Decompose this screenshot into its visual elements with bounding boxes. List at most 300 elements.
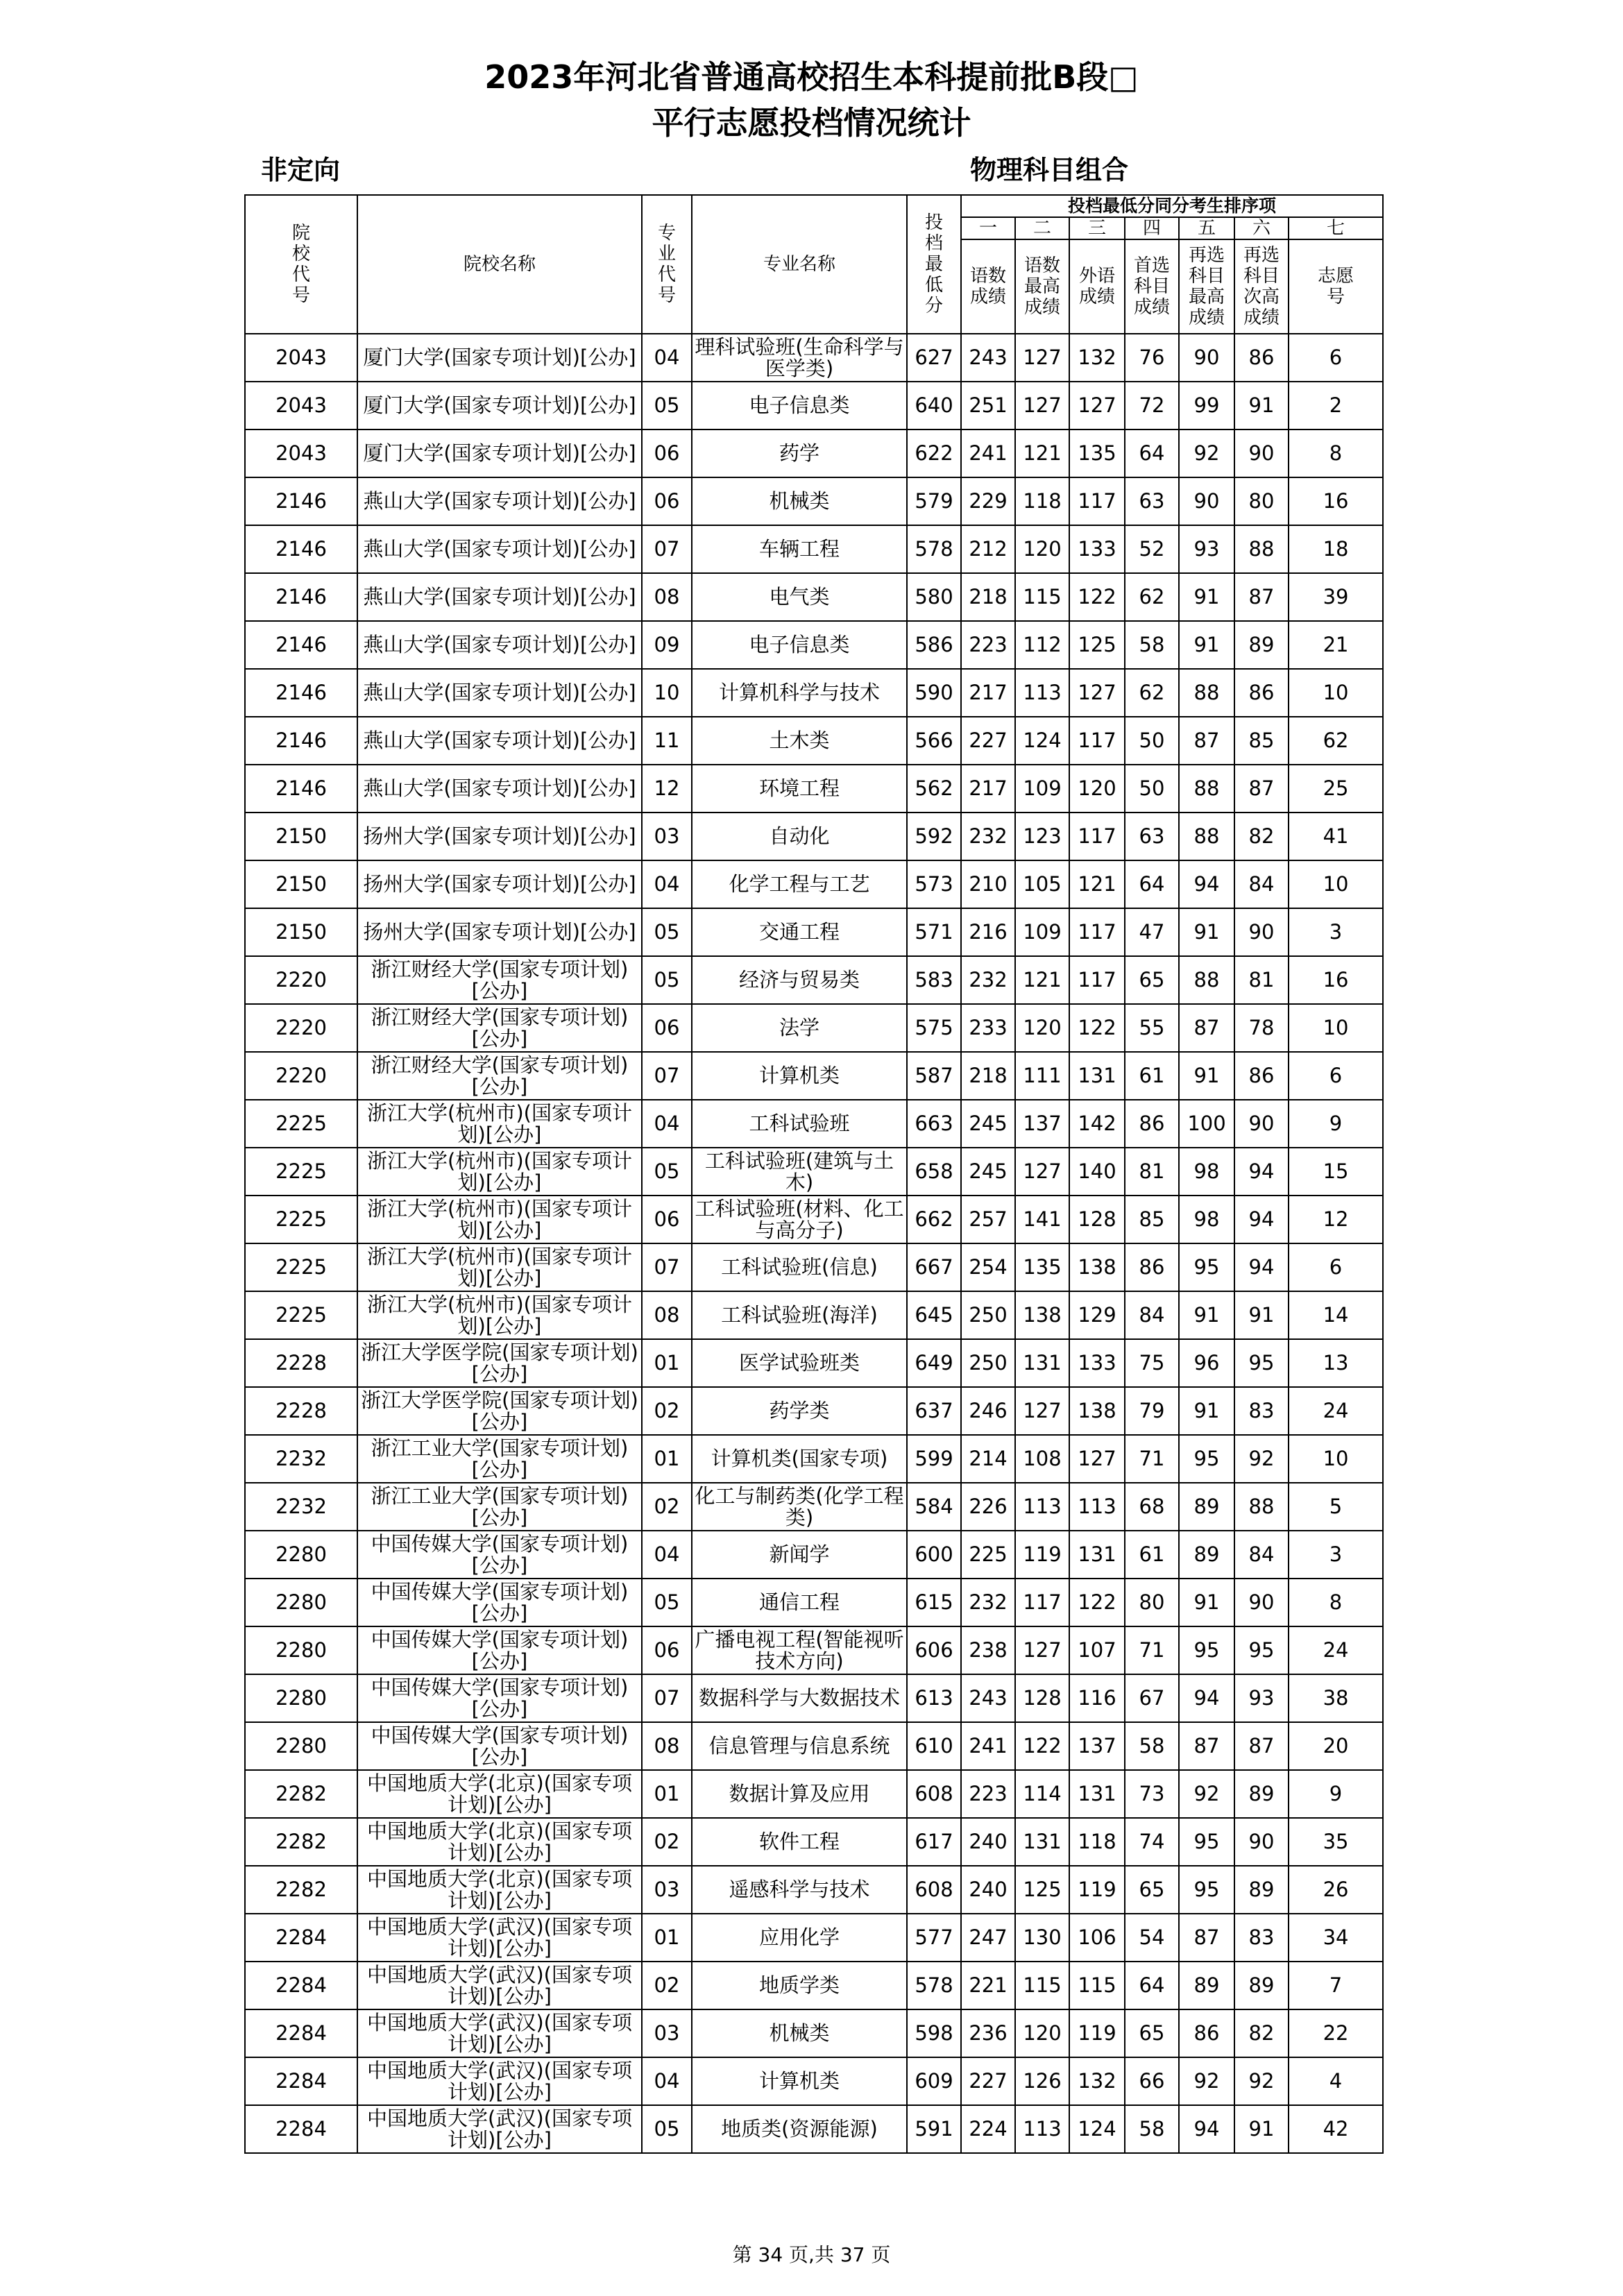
school-code-cell: 2282	[245, 1866, 357, 1914]
major-code-cell: 04	[642, 1100, 692, 1148]
preference-number-cell: 16	[1289, 956, 1383, 1004]
score-elective-second-cell: 89	[1234, 1770, 1289, 1818]
major-name-cell: 计算机科学与技术	[692, 669, 907, 717]
table-row	[245, 1243, 1383, 1291]
major-name-cell: 软件工程	[692, 1818, 907, 1866]
school-name-cell: 燕山大学(国家专项计划)[公办]	[357, 717, 642, 765]
score-chinese-math-cell: 240	[961, 1866, 1015, 1914]
preference-number-cell: 16	[1289, 477, 1383, 525]
preference-number-cell: 34	[1289, 1914, 1383, 1962]
school-code-cell: 2146	[245, 525, 357, 573]
score-elective-second-cell: 89	[1234, 621, 1289, 669]
major-code-cell: 02	[642, 1387, 692, 1435]
school-code-cell: 2280	[245, 1579, 357, 1626]
score-chinese-math-cell: 232	[961, 1579, 1015, 1626]
score-elective-second-cell: 82	[1234, 2009, 1289, 2057]
score-chinese-math-max-cell: 127	[1015, 1148, 1069, 1196]
school-code-cell: 2280	[245, 1626, 357, 1674]
preference-number-cell: 25	[1289, 765, 1383, 813]
school-name-cell: 浙江工业大学(国家专项计划)[公办]	[357, 1483, 642, 1531]
score-chinese-math-cell: 240	[961, 1818, 1015, 1866]
score-chinese-math-cell: 243	[961, 1674, 1015, 1722]
table-row	[245, 382, 1383, 430]
school-name-cell: 中国传媒大学(国家专项计划)[公办]	[357, 1531, 642, 1579]
min-score-cell: 637	[907, 1387, 961, 1435]
major-code-cell: 03	[642, 813, 692, 860]
score-foreign-lang-cell: 113	[1069, 1483, 1125, 1531]
score-foreign-lang-cell: 119	[1069, 1866, 1125, 1914]
preference-number-cell: 8	[1289, 1579, 1383, 1626]
table-row	[245, 1531, 1383, 1579]
table-row	[245, 669, 1383, 717]
score-elective-max-cell: 95	[1179, 1866, 1234, 1914]
score-chinese-math-cell: 254	[961, 1243, 1015, 1291]
school-code-cell: 2225	[245, 1148, 357, 1196]
score-foreign-lang-cell: 127	[1069, 382, 1125, 430]
score-elective-max-cell: 92	[1179, 1770, 1234, 1818]
score-first-subject-cell: 62	[1125, 573, 1179, 621]
score-chinese-math-max-cell: 124	[1015, 717, 1069, 765]
score-chinese-math-cell: 236	[961, 2009, 1015, 2057]
major-name-cell: 工科试验班(材料、化工与高分子)	[692, 1196, 907, 1243]
table-row	[245, 1196, 1383, 1243]
score-first-subject-cell: 75	[1125, 1339, 1179, 1387]
score-first-subject-cell: 58	[1125, 1722, 1179, 1770]
min-score-cell: 571	[907, 908, 961, 956]
min-score-cell: 575	[907, 1004, 961, 1052]
score-first-subject-cell: 63	[1125, 477, 1179, 525]
score-chinese-math-cell: 227	[961, 2057, 1015, 2105]
school-code-cell: 2150	[245, 860, 357, 908]
score-first-subject-cell: 84	[1125, 1291, 1179, 1339]
score-elective-second-cell: 89	[1234, 1866, 1289, 1914]
score-chinese-math-max-cell: 114	[1015, 1770, 1069, 1818]
score-first-subject-cell: 74	[1125, 1818, 1179, 1866]
preference-number-cell: 35	[1289, 1818, 1383, 1866]
score-elective-max-cell: 91	[1179, 1387, 1234, 1435]
major-name-cell: 信息管理与信息系统	[692, 1722, 907, 1770]
school-name-cell: 中国传媒大学(国家专项计划)[公办]	[357, 1626, 642, 1674]
major-name-cell: 数据科学与大数据技术	[692, 1674, 907, 1722]
score-elective-second-cell: 88	[1234, 525, 1289, 573]
preference-number-cell: 7	[1289, 1962, 1383, 2009]
score-foreign-lang-cell: 131	[1069, 1770, 1125, 1818]
score-elective-max-cell: 87	[1179, 717, 1234, 765]
score-chinese-math-max-cell: 131	[1015, 1818, 1069, 1866]
min-score-cell: 600	[907, 1531, 961, 1579]
preference-number-cell: 6	[1289, 334, 1383, 382]
preference-number-cell: 39	[1289, 573, 1383, 621]
score-foreign-lang-cell: 122	[1069, 573, 1125, 621]
school-code-cell: 2146	[245, 477, 357, 525]
header-order-num: 六	[1234, 217, 1289, 239]
table-row	[245, 1818, 1383, 1866]
school-code-cell: 2150	[245, 813, 357, 860]
school-code-cell: 2220	[245, 1052, 357, 1100]
major-code-cell: 05	[642, 1148, 692, 1196]
score-chinese-math-cell: 225	[961, 1531, 1015, 1579]
score-foreign-lang-cell: 133	[1069, 1339, 1125, 1387]
score-chinese-math-cell: 233	[961, 1004, 1015, 1052]
school-code-cell: 2228	[245, 1339, 357, 1387]
school-name-cell: 扬州大学(国家专项计划)[公办]	[357, 813, 642, 860]
min-score-cell: 649	[907, 1339, 961, 1387]
score-elective-max-cell: 87	[1179, 1004, 1234, 1052]
major-code-cell: 09	[642, 621, 692, 669]
score-chinese-math-cell: 232	[961, 813, 1015, 860]
school-name-cell: 中国地质大学(武汉)(国家专项计划)[公办]	[357, 2105, 642, 2153]
score-elective-second-cell: 83	[1234, 1387, 1289, 1435]
min-score-cell: 606	[907, 1626, 961, 1674]
score-foreign-lang-cell: 122	[1069, 1579, 1125, 1626]
major-code-cell: 05	[642, 956, 692, 1004]
score-chinese-math-max-cell: 130	[1015, 1914, 1069, 1962]
score-chinese-math-max-cell: 122	[1015, 1722, 1069, 1770]
score-foreign-lang-cell: 120	[1069, 765, 1125, 813]
school-code-cell: 2284	[245, 2105, 357, 2153]
score-elective-second-cell: 90	[1234, 1100, 1289, 1148]
major-name-cell: 计算机类	[692, 2057, 907, 2105]
score-elective-max-cell: 95	[1179, 1818, 1234, 1866]
score-chinese-math-cell: 218	[961, 573, 1015, 621]
min-score-cell: 573	[907, 860, 961, 908]
school-name-cell: 中国地质大学(武汉)(国家专项计划)[公办]	[357, 1914, 642, 1962]
min-score-cell: 608	[907, 1770, 961, 1818]
score-foreign-lang-cell: 124	[1069, 2105, 1125, 2153]
score-first-subject-cell: 64	[1125, 860, 1179, 908]
school-name-cell: 厦门大学(国家专项计划)[公办]	[357, 334, 642, 382]
score-chinese-math-max-cell: 113	[1015, 669, 1069, 717]
score-elective-max-cell: 92	[1179, 430, 1234, 477]
major-code-cell: 02	[642, 1483, 692, 1531]
preference-number-cell: 4	[1289, 2057, 1383, 2105]
score-chinese-math-cell: 221	[961, 1962, 1015, 2009]
score-foreign-lang-cell: 118	[1069, 1818, 1125, 1866]
header-order-label: 志愿号	[1289, 239, 1383, 334]
score-first-subject-cell: 71	[1125, 1435, 1179, 1483]
min-score-cell: 640	[907, 382, 961, 430]
preference-number-cell: 2	[1289, 382, 1383, 430]
major-code-cell: 08	[642, 573, 692, 621]
major-code-cell: 05	[642, 382, 692, 430]
school-code-cell: 2150	[245, 908, 357, 956]
major-code-cell: 01	[642, 1914, 692, 1962]
min-score-cell: 627	[907, 334, 961, 382]
school-name-cell: 中国地质大学(北京)(国家专项计划)[公办]	[357, 1770, 642, 1818]
major-name-cell: 电子信息类	[692, 382, 907, 430]
major-code-cell: 03	[642, 2009, 692, 2057]
score-foreign-lang-cell: 132	[1069, 2057, 1125, 2105]
header-school-name: 院校名称	[357, 195, 642, 334]
school-name-cell: 浙江财经大学(国家专项计划)[公办]	[357, 1052, 642, 1100]
score-elective-second-cell: 90	[1234, 1818, 1289, 1866]
school-code-cell: 2043	[245, 334, 357, 382]
header-order-label: 语数最高成绩	[1015, 239, 1069, 334]
school-name-cell: 浙江大学(杭州市)(国家专项计划)[公办]	[357, 1196, 642, 1243]
table-row	[245, 860, 1383, 908]
school-name-cell: 浙江大学(杭州市)(国家专项计划)[公办]	[357, 1243, 642, 1291]
min-score-cell: 609	[907, 2057, 961, 2105]
school-code-cell: 2282	[245, 1770, 357, 1818]
min-score-cell: 580	[907, 573, 961, 621]
school-code-cell: 2284	[245, 1962, 357, 2009]
score-elective-max-cell: 99	[1179, 382, 1234, 430]
school-code-cell: 2220	[245, 1004, 357, 1052]
school-name-cell: 浙江大学医学院(国家专项计划)[公办]	[357, 1339, 642, 1387]
school-code-cell: 2043	[245, 430, 357, 477]
score-elective-second-cell: 92	[1234, 1435, 1289, 1483]
school-code-cell: 2284	[245, 2009, 357, 2057]
score-first-subject-cell: 79	[1125, 1387, 1179, 1435]
school-name-cell: 中国地质大学(北京)(国家专项计划)[公办]	[357, 1866, 642, 1914]
preference-number-cell: 10	[1289, 669, 1383, 717]
score-foreign-lang-cell: 129	[1069, 1291, 1125, 1339]
min-score-cell: 562	[907, 765, 961, 813]
table-row	[245, 1722, 1383, 1770]
school-code-cell: 2225	[245, 1243, 357, 1291]
score-first-subject-cell: 61	[1125, 1052, 1179, 1100]
table-row	[245, 1626, 1383, 1674]
major-name-cell: 地质学类	[692, 1962, 907, 2009]
major-code-cell: 03	[642, 1866, 692, 1914]
major-code-cell: 05	[642, 1579, 692, 1626]
score-chinese-math-cell: 216	[961, 908, 1015, 956]
preference-number-cell: 6	[1289, 1243, 1383, 1291]
score-first-subject-cell: 58	[1125, 621, 1179, 669]
score-chinese-math-max-cell: 128	[1015, 1674, 1069, 1722]
score-first-subject-cell: 50	[1125, 717, 1179, 765]
school-code-cell: 2220	[245, 956, 357, 1004]
school-name-cell: 浙江大学(杭州市)(国家专项计划)[公办]	[357, 1148, 642, 1196]
table-row	[245, 956, 1383, 1004]
major-name-cell: 交通工程	[692, 908, 907, 956]
table-row	[245, 813, 1383, 860]
score-foreign-lang-cell: 131	[1069, 1531, 1125, 1579]
score-chinese-math-max-cell: 127	[1015, 1626, 1069, 1674]
preference-number-cell: 10	[1289, 1435, 1383, 1483]
score-first-subject-cell: 85	[1125, 1196, 1179, 1243]
score-chinese-math-cell: 243	[961, 334, 1015, 382]
min-score-cell: 578	[907, 1962, 961, 2009]
min-score-cell: 579	[907, 477, 961, 525]
score-elective-max-cell: 89	[1179, 1531, 1234, 1579]
preference-number-cell: 6	[1289, 1052, 1383, 1100]
score-foreign-lang-cell: 116	[1069, 1674, 1125, 1722]
score-elective-max-cell: 87	[1179, 1914, 1234, 1962]
score-first-subject-cell: 54	[1125, 1914, 1179, 1962]
table-row	[245, 1674, 1383, 1722]
school-code-cell: 2225	[245, 1196, 357, 1243]
major-name-cell: 机械类	[692, 2009, 907, 2057]
score-chinese-math-max-cell: 138	[1015, 1291, 1069, 1339]
score-chinese-math-cell: 250	[961, 1339, 1015, 1387]
score-foreign-lang-cell: 107	[1069, 1626, 1125, 1674]
preference-number-cell: 26	[1289, 1866, 1383, 1914]
score-chinese-math-cell: 214	[961, 1435, 1015, 1483]
score-elective-max-cell: 98	[1179, 1148, 1234, 1196]
major-name-cell: 经济与贸易类	[692, 956, 907, 1004]
score-chinese-math-max-cell: 135	[1015, 1243, 1069, 1291]
score-elective-max-cell: 89	[1179, 1962, 1234, 2009]
score-foreign-lang-cell: 140	[1069, 1148, 1125, 1196]
header-order-label: 外语成绩	[1069, 239, 1125, 334]
score-elective-second-cell: 91	[1234, 382, 1289, 430]
score-elective-max-cell: 90	[1179, 334, 1234, 382]
major-code-cell: 05	[642, 2105, 692, 2153]
major-code-cell: 02	[642, 1818, 692, 1866]
score-elective-second-cell: 87	[1234, 1722, 1289, 1770]
table-row	[245, 573, 1383, 621]
major-name-cell: 工科试验班(海洋)	[692, 1291, 907, 1339]
score-elective-max-cell: 86	[1179, 2009, 1234, 2057]
score-elective-second-cell: 90	[1234, 430, 1289, 477]
school-name-cell: 中国传媒大学(国家专项计划)[公办]	[357, 1722, 642, 1770]
school-code-cell: 2232	[245, 1435, 357, 1483]
score-elective-max-cell: 90	[1179, 477, 1234, 525]
score-first-subject-cell: 55	[1125, 1004, 1179, 1052]
major-name-cell: 数据计算及应用	[692, 1770, 907, 1818]
table-row	[245, 477, 1383, 525]
score-elective-second-cell: 86	[1234, 334, 1289, 382]
score-foreign-lang-cell: 117	[1069, 477, 1125, 525]
major-name-cell: 电气类	[692, 573, 907, 621]
score-first-subject-cell: 65	[1125, 2009, 1179, 2057]
score-foreign-lang-cell: 125	[1069, 621, 1125, 669]
min-score-cell: 577	[907, 1914, 961, 1962]
score-elective-second-cell: 90	[1234, 1579, 1289, 1626]
score-first-subject-cell: 64	[1125, 430, 1179, 477]
score-elective-second-cell: 92	[1234, 2057, 1289, 2105]
score-elective-max-cell: 94	[1179, 860, 1234, 908]
score-chinese-math-max-cell: 137	[1015, 1100, 1069, 1148]
table-row	[245, 2057, 1383, 2105]
preference-number-cell: 24	[1289, 1626, 1383, 1674]
score-elective-second-cell: 78	[1234, 1004, 1289, 1052]
major-name-cell: 广播电视工程(智能视听技术方向)	[692, 1626, 907, 1674]
min-score-cell: 578	[907, 525, 961, 573]
school-name-cell: 浙江财经大学(国家专项计划)[公办]	[357, 956, 642, 1004]
score-first-subject-cell: 67	[1125, 1674, 1179, 1722]
score-elective-second-cell: 94	[1234, 1243, 1289, 1291]
table-body	[245, 334, 1383, 2153]
score-first-subject-cell: 47	[1125, 908, 1179, 956]
min-score-cell: 599	[907, 1435, 961, 1483]
table-row	[245, 1483, 1383, 1531]
major-code-cell: 07	[642, 1052, 692, 1100]
school-name-cell: 扬州大学(国家专项计划)[公办]	[357, 860, 642, 908]
header-tiebreak-group: 投档最低分同分考生排序项	[961, 195, 1383, 217]
score-elective-max-cell: 91	[1179, 908, 1234, 956]
major-code-cell: 10	[642, 669, 692, 717]
table-row	[245, 1052, 1383, 1100]
preference-number-cell: 14	[1289, 1291, 1383, 1339]
score-first-subject-cell: 71	[1125, 1626, 1179, 1674]
score-foreign-lang-cell: 122	[1069, 1004, 1125, 1052]
score-chinese-math-cell: 232	[961, 956, 1015, 1004]
score-chinese-math-max-cell: 125	[1015, 1866, 1069, 1914]
header-order-num: 一	[961, 217, 1015, 239]
score-elective-second-cell: 84	[1234, 1531, 1289, 1579]
major-code-cell: 08	[642, 1722, 692, 1770]
school-name-cell: 浙江工业大学(国家专项计划)[公办]	[357, 1435, 642, 1483]
preference-number-cell: 38	[1289, 1674, 1383, 1722]
preference-number-cell: 3	[1289, 1531, 1383, 1579]
score-chinese-math-max-cell: 112	[1015, 621, 1069, 669]
score-chinese-math-max-cell: 119	[1015, 1531, 1069, 1579]
score-chinese-math-cell: 250	[961, 1291, 1015, 1339]
score-chinese-math-cell: 218	[961, 1052, 1015, 1100]
score-elective-second-cell: 91	[1234, 1291, 1289, 1339]
table-row	[245, 430, 1383, 477]
table-row	[245, 1004, 1383, 1052]
score-first-subject-cell: 76	[1125, 334, 1179, 382]
score-elective-second-cell: 81	[1234, 956, 1289, 1004]
score-elective-max-cell: 91	[1179, 1579, 1234, 1626]
school-code-cell: 2280	[245, 1722, 357, 1770]
preference-number-cell: 21	[1289, 621, 1383, 669]
school-name-cell: 中国地质大学(武汉)(国家专项计划)[公办]	[357, 2009, 642, 2057]
table-row	[245, 765, 1383, 813]
score-elective-second-cell: 91	[1234, 2105, 1289, 2153]
min-score-cell: 583	[907, 956, 961, 1004]
major-code-cell: 06	[642, 477, 692, 525]
school-code-cell: 2043	[245, 382, 357, 430]
min-score-cell: 617	[907, 1818, 961, 1866]
score-chinese-math-max-cell: 118	[1015, 477, 1069, 525]
score-chinese-math-cell: 223	[961, 621, 1015, 669]
school-code-cell: 2280	[245, 1531, 357, 1579]
major-name-cell: 环境工程	[692, 765, 907, 813]
min-score-cell: 598	[907, 2009, 961, 2057]
major-code-cell: 05	[642, 908, 692, 956]
score-first-subject-cell: 63	[1125, 813, 1179, 860]
score-first-subject-cell: 52	[1125, 525, 1179, 573]
header-order-num: 五	[1179, 217, 1234, 239]
score-chinese-math-cell: 229	[961, 477, 1015, 525]
school-code-cell: 2284	[245, 1914, 357, 1962]
major-code-cell: 06	[642, 1626, 692, 1674]
score-foreign-lang-cell: 138	[1069, 1387, 1125, 1435]
score-elective-max-cell: 92	[1179, 2057, 1234, 2105]
table-row	[245, 1435, 1383, 1483]
school-name-cell: 浙江大学(杭州市)(国家专项计划)[公办]	[357, 1291, 642, 1339]
score-foreign-lang-cell: 142	[1069, 1100, 1125, 1148]
score-first-subject-cell: 80	[1125, 1579, 1179, 1626]
score-first-subject-cell: 86	[1125, 1243, 1179, 1291]
score-elective-max-cell: 89	[1179, 1483, 1234, 1531]
score-foreign-lang-cell: 106	[1069, 1914, 1125, 1962]
score-first-subject-cell: 65	[1125, 1866, 1179, 1914]
score-chinese-math-cell: 217	[961, 765, 1015, 813]
score-chinese-math-max-cell: 127	[1015, 1387, 1069, 1435]
score-foreign-lang-cell: 117	[1069, 956, 1125, 1004]
min-score-cell: 667	[907, 1243, 961, 1291]
score-chinese-math-cell: 224	[961, 2105, 1015, 2153]
min-score-cell: 615	[907, 1579, 961, 1626]
table-row	[245, 1148, 1383, 1196]
score-chinese-math-cell: 241	[961, 430, 1015, 477]
school-name-cell: 燕山大学(国家专项计划)[公办]	[357, 573, 642, 621]
school-name-cell: 浙江大学(杭州市)(国家专项计划)[公办]	[357, 1100, 642, 1148]
score-elective-max-cell: 88	[1179, 813, 1234, 860]
score-chinese-math-max-cell: 120	[1015, 2009, 1069, 2057]
score-chinese-math-cell: 223	[961, 1770, 1015, 1818]
score-chinese-math-cell: 251	[961, 382, 1015, 430]
major-name-cell: 化工与制药类(化学工程类)	[692, 1483, 907, 1531]
school-code-cell: 2225	[245, 1100, 357, 1148]
school-code-cell: 2225	[245, 1291, 357, 1339]
table-row	[245, 1579, 1383, 1626]
